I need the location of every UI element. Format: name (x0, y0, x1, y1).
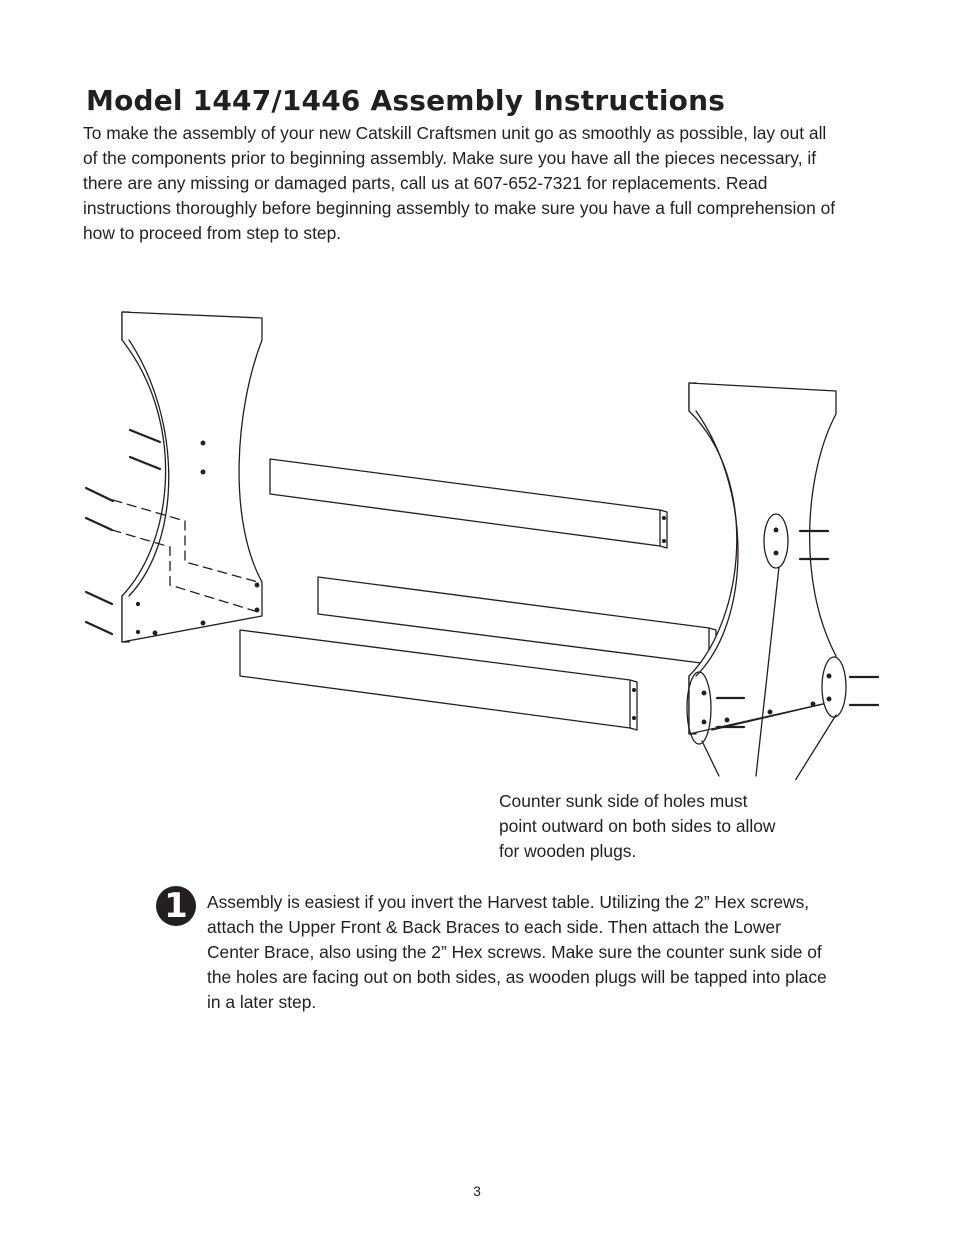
page-number: 3 (473, 1183, 481, 1199)
step-number-badge: 1 (156, 886, 196, 926)
assembly-diagram (0, 300, 954, 780)
intro-paragraph: To make the assembly of your new Catskill Craftsmen unit go as smoothly as possible, lay out all of the components prior to beginning assembly. Make sure you have all the pieces necessary, if there are any missing or damaged parts, call us at 607-652-7321 for replacements. Read instructions thoroughly before beginning assembly to make sure you have a full comprehension of how to proceed from step to step. (83, 123, 836, 243)
upper-back-brace (270, 459, 667, 548)
left-side-panel (122, 312, 262, 642)
step-instructions: Assembly is easiest if you invert the Harvest table. Utilizing the 2” Hex screws, attach the Upper Front & Back Braces to each side. Then attach the Lower Center Brace, also using the 2” Hex screws. Make sure the counter sunk side of the holes are facing out on both sides, as wooden plugs will be tapped into place in a later step. (207, 892, 827, 1012)
countersink-callout: Counter sunk side of holes must point outward on both sides to allow for wooden plugs. (499, 791, 776, 861)
page-title: Model 1447/1446 Assembly Instructions (86, 84, 726, 117)
